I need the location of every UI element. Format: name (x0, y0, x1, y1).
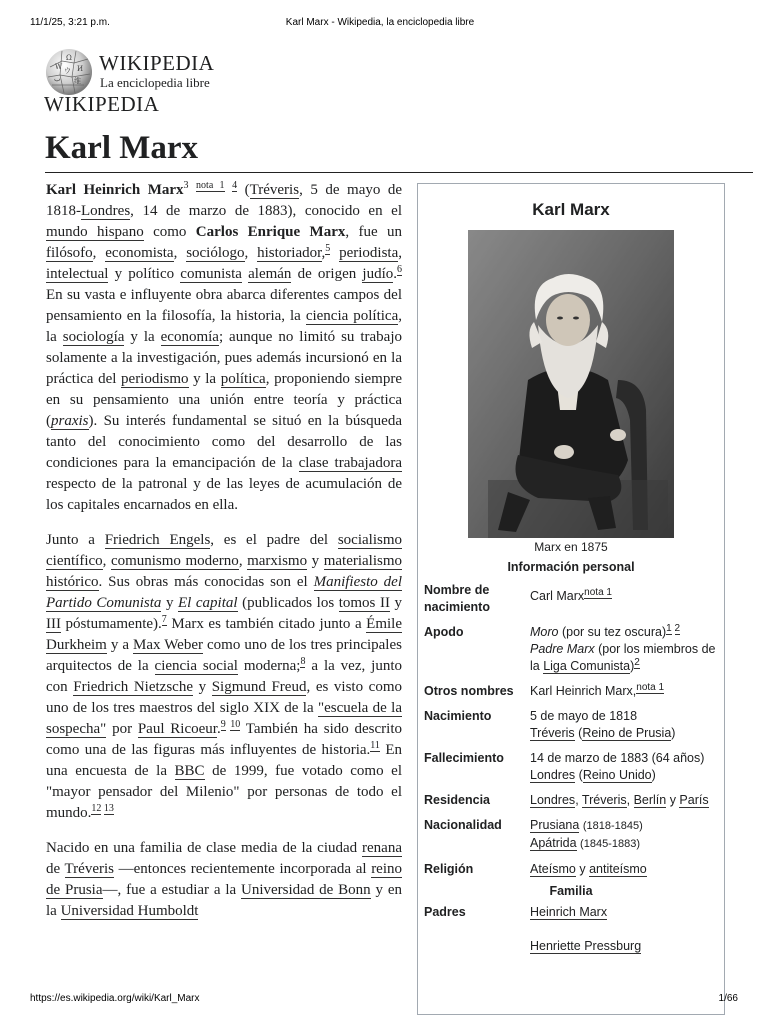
paragraph-legacy (46, 530, 402, 824)
link-escuela-sospecha[interactable]: "escuela de la sospecha" (46, 700, 403, 737)
bold-subject-name: Karl Heinrich Marx (46, 182, 184, 198)
link-ciencia-politica[interactable]: ciencia política (305, 308, 399, 324)
link-clase-trabajadora[interactable]: clase trabajadora (298, 455, 402, 471)
portrait-photo[interactable] (468, 230, 674, 538)
link-reino-unido[interactable]: Reino Unido (582, 768, 652, 782)
label-nickname: Apodo (424, 625, 464, 639)
text: En su vasta e influyente obra abarca diferentes campos del pensamiento en la filosofía, la historia, la (46, 287, 402, 324)
label-other-names: Otros nombres (424, 684, 514, 698)
row-religion (418, 857, 724, 882)
text: , (244, 245, 258, 261)
row-nickname (418, 620, 724, 679)
text: . (393, 266, 398, 282)
wikipedia-globe-icon (44, 47, 94, 97)
note-1-link[interactable]: nota 1 (584, 586, 612, 598)
link-periodismo[interactable]: periodismo (121, 371, 189, 387)
link-sociologia[interactable]: sociología (62, 329, 125, 345)
text: por (106, 721, 138, 737)
print-page-title: Karl Marx - Wikipedia, la enciclopedia libre (285, 17, 475, 28)
link-el-capital[interactable]: El capital (178, 595, 238, 611)
link-weber[interactable]: Max Weber (133, 637, 203, 653)
ref-2[interactable]: 2 (674, 622, 681, 634)
value-residence: Londres, Tréveris, Berlín y París (530, 793, 709, 807)
value-death: 14 de marzo de 1883 (64 años) Londres (Reino Unido) (530, 751, 705, 782)
link-treveris[interactable]: Tréveris (249, 182, 300, 198)
ref-11[interactable]: 11 (370, 740, 380, 751)
link-filosofo[interactable]: filósofo (46, 245, 93, 261)
value-religion: Ateísmo y antiteísmo (530, 862, 647, 876)
text: , (238, 553, 248, 569)
row-birth-name (418, 578, 724, 620)
text: de 1999, fue votado como el "mayor pensador del Milenio" por personas de todo el mundo. (46, 763, 402, 821)
label-birth: Nacimiento (424, 709, 492, 723)
text: y (192, 679, 212, 695)
text: , fue un (345, 224, 403, 240)
text: como (143, 224, 196, 240)
print-footer (30, 993, 738, 1004)
ref-4[interactable]: 4 (232, 180, 238, 191)
wikipedia-wordmark-secondary: WIKIPEDIA (44, 92, 160, 116)
bold-alt-name: Carlos Enrique Marx (195, 224, 346, 240)
link-mundo-hispano[interactable]: mundo hispano (46, 224, 144, 240)
ref-6[interactable]: 6 (397, 264, 403, 275)
link-freud[interactable]: Sigmund Freud (211, 679, 307, 695)
link-ateismo[interactable]: Ateísmo (530, 862, 576, 876)
link-liga-comunista[interactable]: Liga Comunista (543, 659, 631, 673)
text: . Sus obras más conocidas son el (98, 574, 314, 590)
link-prusiana[interactable]: Prusiana (530, 818, 580, 832)
text: , 5 de mayo de 1818- (46, 182, 403, 219)
text: y en la (46, 882, 402, 919)
svg-text:Ω: Ω (66, 54, 72, 62)
text: Karl Heinrich Marx, (530, 684, 637, 698)
ref-2[interactable]: 2 (634, 656, 640, 668)
page-title: Karl Marx (45, 130, 199, 166)
link-paris[interactable]: París (679, 793, 709, 807)
text: y la (124, 329, 161, 345)
title-divider (45, 172, 753, 173)
ref-1[interactable]: 1 (666, 622, 672, 634)
link-politica[interactable]: política (220, 371, 266, 387)
print-url: https://es.wikipedia.org/wiki/Karl_Marx (30, 993, 200, 1004)
ref-8[interactable]: 8 (300, 656, 306, 667)
text: (por los miembros de la (530, 642, 716, 673)
text: Junto a (46, 532, 105, 548)
portrait-caption: Marx en 1875 (534, 540, 608, 554)
link-berlin[interactable]: Berlín (633, 793, 667, 807)
article-body (46, 180, 402, 936)
svg-text:ウ: ウ (64, 67, 71, 75)
section-personal-info: Información personal (507, 560, 635, 574)
text: (publicados los (237, 595, 339, 611)
text: y político (108, 266, 181, 282)
text: y la (188, 371, 221, 387)
text: , (173, 245, 187, 261)
text: Moro (530, 625, 559, 639)
link-judio[interactable]: judío (362, 266, 394, 282)
text: , 14 de marzo de 1883), conocido en el (130, 203, 402, 219)
link-praxis[interactable]: praxis (51, 413, 89, 429)
link-economia[interactable]: economía (160, 329, 219, 345)
link-socialismo-cientifico[interactable]: socialismo científico (46, 532, 402, 569)
link-treveris-2[interactable]: Tréveris (64, 861, 114, 877)
text: , (92, 245, 106, 261)
ref-13[interactable]: 13 (103, 803, 114, 814)
text: Nacido en una familia de clase media de la ciudad (46, 840, 363, 856)
text: , es visto como uno de los tres maestros del siglo XIX de la (46, 679, 402, 716)
text: y (389, 595, 402, 611)
wikipedia-wordmark: WIKIPEDIA (99, 51, 215, 75)
paragraph-early-life (46, 838, 402, 922)
text: moderna; (237, 658, 301, 674)
link-apatrida[interactable]: Apátrida (530, 836, 577, 850)
link-londres[interactable]: Londres (530, 768, 576, 782)
row-death (418, 746, 724, 788)
link-materialismo-historico[interactable]: materialismo histórico (46, 553, 403, 590)
text: ; aunque no limitó su trabajo solamente a la investigación, pues además incursionó en la práctica del (46, 329, 402, 387)
row-nationality (418, 813, 724, 857)
text: respecto de la patronal y de las leyes de acumulación de los capitales encarnados en ella. (46, 476, 402, 513)
value-nickname (526, 620, 724, 679)
link-sociologo[interactable]: sociólogo (186, 245, 245, 261)
text: póstumamente). (61, 616, 162, 632)
text: . (216, 721, 221, 737)
text: 5 de mayo de 1818 (530, 709, 638, 723)
paragraph-intro (46, 180, 402, 516)
row-birth (418, 704, 724, 746)
link-londres[interactable]: Londres (530, 793, 576, 807)
link-londres[interactable]: Londres (81, 203, 131, 219)
ref-12[interactable]: 12 (91, 803, 102, 814)
link-reino-prusia[interactable]: reino de Prusia (46, 861, 403, 898)
link-treveris[interactable]: Tréveris (581, 793, 627, 807)
text: , (321, 245, 326, 261)
link-comunista[interactable]: comunista (180, 266, 242, 282)
value-parents (526, 900, 724, 959)
svg-text:维: 维 (74, 77, 81, 85)
link-intelectual[interactable]: intelectual (46, 266, 109, 282)
label-religion: Religión (424, 862, 474, 876)
text: , la (46, 308, 402, 345)
link-antiteismo[interactable]: antiteísmo (589, 862, 647, 876)
row-other-names (418, 679, 724, 704)
wikipedia-tagline: La enciclopedia libre (100, 75, 210, 90)
link-bbc[interactable]: BBC (174, 763, 205, 779)
link-marxismo[interactable]: marxismo (247, 553, 308, 569)
infobox-title: Karl Marx (532, 200, 610, 219)
text: y a (106, 637, 133, 653)
infobox-table (418, 578, 724, 882)
text: a la vez, junto con (46, 658, 402, 695)
text: 14 de marzo de 1883 (64 años) (530, 751, 705, 765)
text: (por su tez oscura) (558, 625, 667, 639)
svg-text:W: W (55, 63, 63, 71)
label-death: Fallecimiento (424, 751, 504, 765)
label-nationality: Nacionalidad (424, 818, 502, 832)
infobox (417, 183, 725, 1015)
print-page-count: 1/66 (718, 993, 738, 1004)
link-comunismo-moderno[interactable]: comunismo moderno (110, 553, 239, 569)
value-nationality (526, 813, 724, 857)
infobox-family-table (418, 900, 724, 959)
label-birth-name: Nombre de nacimiento (424, 583, 490, 614)
link-historiador[interactable]: historiador (257, 245, 322, 261)
value-birth-name (526, 578, 724, 620)
value-birth: 5 de mayo de 1818 Tréveris (Reino de Prusia) (530, 709, 676, 740)
link-treveris[interactable]: Tréveris (530, 726, 575, 740)
text: de origen (291, 266, 363, 282)
ref-3[interactable]: 3 (183, 180, 189, 191)
link-periodista[interactable]: periodista (339, 245, 399, 261)
link-universidad-bonn[interactable]: Universidad de Bonn (241, 882, 371, 898)
link-aleman[interactable]: alemán (248, 266, 292, 282)
section-family: Familia (549, 884, 593, 898)
svg-text:И: И (77, 65, 84, 73)
label-residence: Residencia (424, 793, 491, 807)
text: —, fue a estudiar a la (102, 882, 242, 898)
text: , (102, 553, 111, 569)
link-engels[interactable]: Friedrich Engels (104, 532, 211, 548)
note-1-link[interactable]: nota 1 (196, 180, 225, 191)
link-nietzsche[interactable]: Friedrich Nietzsche (73, 679, 193, 695)
link-ciencia-social[interactable]: ciencia social (154, 658, 238, 674)
text: de (46, 861, 65, 877)
text: , proponiendo siempre en su pensamiento una unión entre teoría y práctica ( (46, 371, 403, 429)
link-tomos-ii[interactable]: tomos II (338, 595, 390, 611)
ref-9[interactable]: 9 (220, 719, 226, 730)
ref-10[interactable]: 10 (230, 719, 241, 730)
text: ) (630, 659, 635, 673)
link-reino-prusia[interactable]: Reino de Prusia (582, 726, 672, 740)
link-economista[interactable]: economista (105, 245, 174, 261)
text: Marx es también citado junto a (166, 616, 367, 632)
text: y (307, 553, 324, 569)
link-ricoeur[interactable]: Paul Ricoeur (137, 721, 217, 737)
text: También ha sido descrito como una de las figuras más influyentes de historia. (46, 721, 402, 758)
text: —entonces recientemente incorporada al (113, 861, 372, 877)
link-manifiesto[interactable]: Manifiesto del Partido Comunista (46, 574, 402, 611)
print-datetime: 11/1/25, 3:21 p.m. (30, 17, 110, 28)
link-renana[interactable]: renana (362, 840, 402, 856)
text: (1845-1883) (580, 838, 640, 850)
link-universidad-humboldt[interactable]: Universidad Humboldt (60, 903, 199, 919)
row-parents (418, 900, 724, 959)
text: Carl Marx (530, 589, 585, 603)
text: como uno de los tres principales arquitectos de la (46, 637, 402, 674)
text: ( (244, 182, 250, 198)
text: ). Su interés fundamental se situó en la búsqueda tanto del conocimiento como del desarrollo de las condiciones para la emancipación de la (46, 413, 402, 471)
link-heinrich-marx[interactable]: Heinrich Marx (530, 905, 608, 919)
text: Padre Marx (530, 642, 595, 656)
text: (1818-1845) (582, 820, 643, 832)
svg-text:ب: ب (54, 75, 61, 83)
text: , (398, 245, 403, 261)
row-residence (418, 788, 724, 813)
ref-7[interactable]: 7 (161, 614, 167, 625)
link-durkheim[interactable]: Émile Durkheim (46, 616, 402, 653)
ref-5[interactable]: 5 (325, 243, 331, 254)
text: En una encuesta de la (46, 742, 402, 779)
label-parents: Padres (424, 905, 466, 919)
value-other-names (526, 679, 724, 704)
text: , es el padre del (210, 532, 338, 548)
link-henriette-pressburg[interactable]: Henriette Pressburg (530, 939, 642, 953)
text: y (161, 595, 179, 611)
link-tomo-iii[interactable]: III (46, 616, 61, 632)
note-1-link[interactable]: nota 1 (636, 681, 665, 693)
